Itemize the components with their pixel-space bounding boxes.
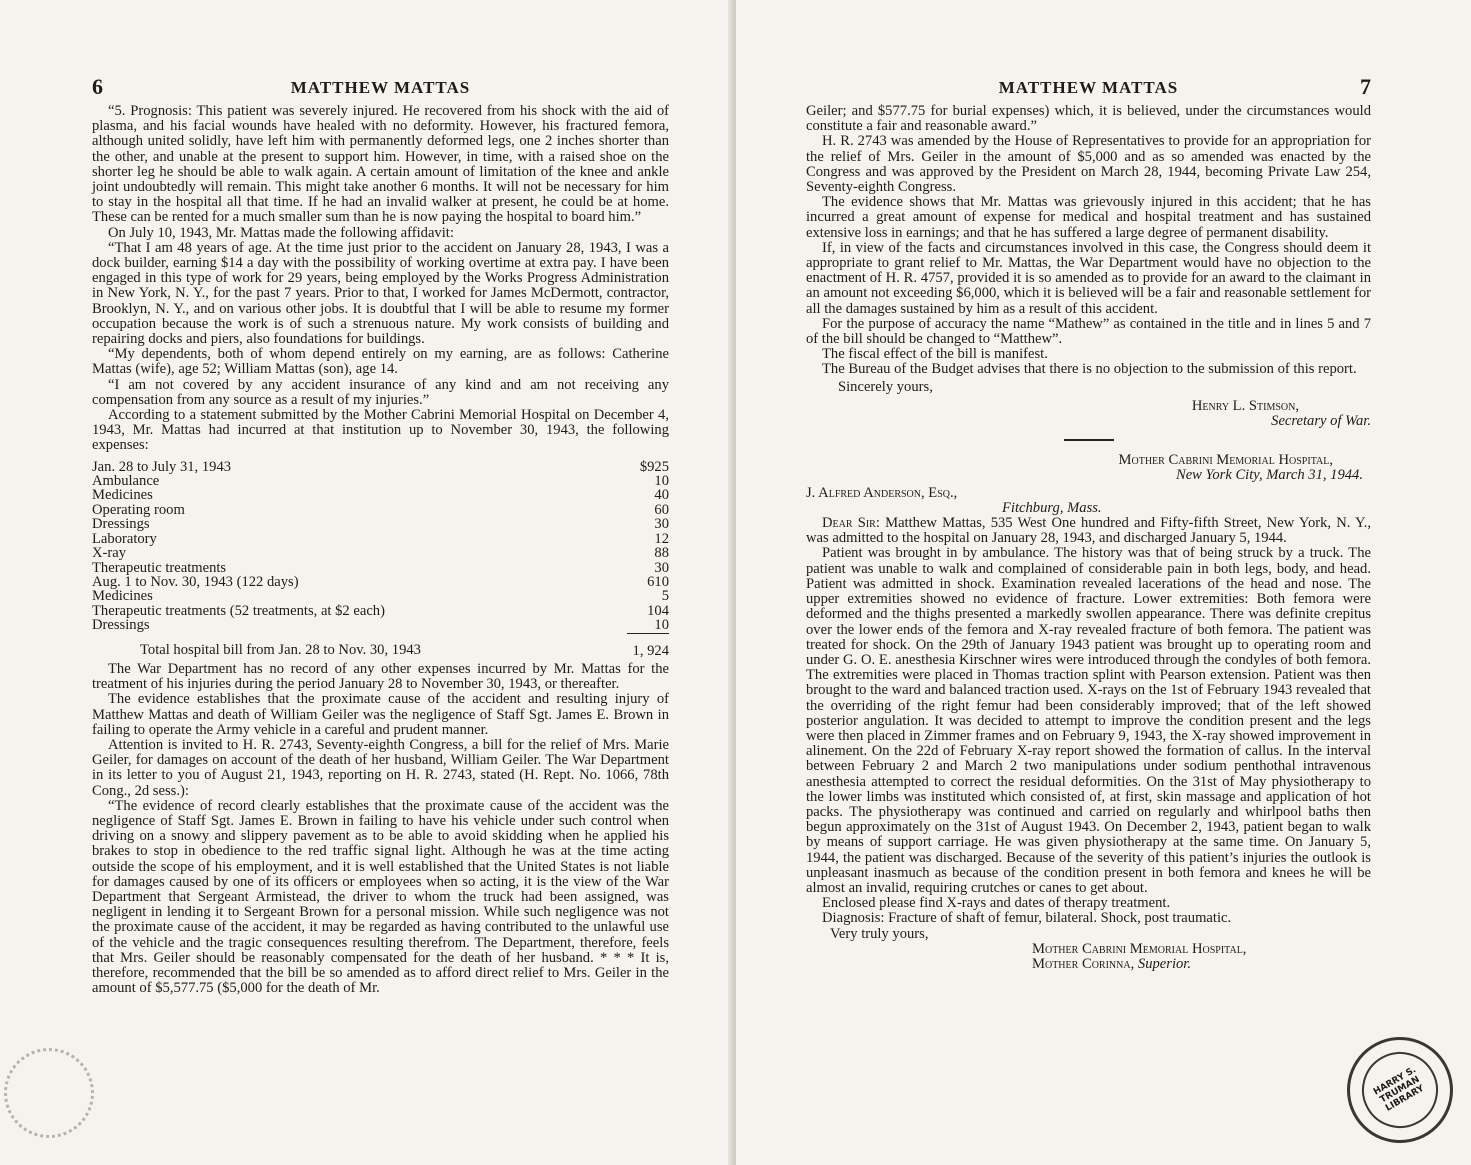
letterhead bbox=[806, 453, 1371, 483]
expense-item: Dressings bbox=[92, 617, 150, 634]
letter-first-text: Matthew Mattas, 535 West One hundred and Fifty-fifth Street, New York, N. Y., was admitted to the hospital on January 28, 1943, and discharged January 5, 1944. bbox=[806, 515, 1372, 547]
expense-row bbox=[92, 488, 669, 502]
left-body bbox=[92, 104, 669, 996]
paragraph: Geiler; and $577.75 for burial expenses) which, it is believed, under the circumstances would constitute a fair and reasonable award.” bbox=[806, 103, 1371, 135]
signer-title: Secretary of War. bbox=[1271, 413, 1371, 430]
expense-item: Laboratory bbox=[92, 530, 157, 547]
salutation: Dear Sir: bbox=[822, 515, 880, 532]
expense-amount: $925 bbox=[639, 458, 669, 475]
expense-item: Medicines bbox=[92, 588, 153, 605]
expense-amount: 60 bbox=[654, 501, 669, 518]
expense-row bbox=[92, 589, 669, 603]
expense-amount: 5 bbox=[661, 588, 669, 605]
expense-total-amount: 1, 924 bbox=[627, 633, 669, 658]
addressee bbox=[806, 486, 1371, 516]
paragraph: The evidence establishes that the proximate cause of the accident and resulting injury of Matthew Mattas and death of William Geiler was the negligence of Staff Sgt. James E. Brown in failing to operate the Army vehicle in a careful and prudent manner. bbox=[92, 691, 669, 738]
expense-amount: 88 bbox=[654, 545, 669, 562]
library-stamp-text: HARRY S. TRUMAN LIBRARY bbox=[1348, 1038, 1452, 1142]
letter-paragraph: Diagnosis: Fracture of shaft of femur, bilateral. Shock, post traumatic. bbox=[822, 910, 1232, 927]
running-head-title: MATTHEW MATTAS bbox=[998, 78, 1179, 97]
expense-item: Therapeutic treatments (52 treatments, at $2 each) bbox=[92, 602, 385, 619]
expense-item: Ambulance bbox=[92, 473, 160, 490]
expense-item: Operating room bbox=[92, 501, 185, 518]
letter-paragraph bbox=[806, 516, 1371, 546]
expense-total-label: Total hospital bill from Jan. 28 to Nov. 30, 1943 bbox=[140, 642, 421, 659]
paragraph: If, in view of the facts and circumstances involved in this case, the Congress should deem it appropriate to grant relief to Mr. Mattas, the War Department would have no objection to the enactment of H. R. 4757, provided it is so amended as to provide for an award to the claimant in an amount not exceeding $6,000, which it is believed will be a fair and reasonable settlement for all the damages sustained by him as a result of this accident. bbox=[806, 239, 1371, 317]
paragraph: According to a statement submitted by the Mother Cabrini Memorial Hospital on December 4, 1943, Mr. Mattas had incurred at that institution up to November 30, 1943, the following expenses: bbox=[92, 407, 669, 454]
expense-total-row bbox=[92, 633, 669, 658]
expense-row bbox=[92, 460, 669, 474]
running-header bbox=[92, 74, 669, 104]
paragraph: “I am not covered by any accident insurance of any kind and am not receiving any compensation from any source as a result of my injuries.” bbox=[92, 376, 669, 408]
paragraph: For the purpose of accuracy the name “Mathew” as contained in the title and in lines 5 and 7 of the bill should be changed to “Matthew”. bbox=[806, 315, 1371, 348]
closing: Sincerely yours, bbox=[838, 378, 933, 395]
expense-row bbox=[92, 532, 669, 546]
expense-row bbox=[92, 517, 669, 531]
letter-signer-title: Superior. bbox=[1137, 955, 1191, 972]
letter-signer-name: Mother Corinna, bbox=[1032, 955, 1135, 972]
expense-row bbox=[92, 474, 669, 488]
expense-amount: 610 bbox=[647, 573, 669, 590]
paragraph: On July 10, 1943, Mr. Mattas made the following affidavit: bbox=[108, 224, 454, 241]
letterhead-name: Mother Cabrini Memorial Hospital, bbox=[1118, 452, 1333, 469]
expense-amount: 12 bbox=[654, 530, 669, 547]
library-stamp bbox=[1347, 1037, 1453, 1143]
addressee-city: Fitchburg, Mass. bbox=[1002, 499, 1102, 516]
expense-item: X-ray bbox=[92, 545, 127, 562]
left-page bbox=[0, 0, 735, 1165]
page-number: 6 bbox=[92, 74, 103, 99]
paragraph: “5. Prognosis: This patient was severely injured. He recovered from his shock with the aid of plasma, and his facial wounds have healed with no deformity. However, his fractured femora, although united solidly, have left him with permanently deformed legs, one 2 inches shorter than the other, and unable at the present to support him. However, in time, with a raised shoe on the shorter leg he should be able to walk again. A certain amount of limitation of the knee and ankle joint undoubtedly will remain. This might take another 6 months. It will not be necessary for him to stay in the hospital all that time. If he had an invalid walker at present, he could be at home. These can be rented for a much smaller sum than he is now paying the hospital to board him.” bbox=[92, 103, 669, 226]
expense-item: Aug. 1 to Nov. 30, 1943 (122 days) bbox=[92, 573, 299, 590]
signature-block bbox=[806, 399, 1371, 429]
expense-item: Dressings bbox=[92, 516, 150, 533]
letter-signer-org: Mother Cabrini Memorial Hospital, bbox=[1032, 940, 1247, 957]
section-divider bbox=[1064, 439, 1114, 441]
expense-item: Therapeutic treatments bbox=[92, 559, 227, 576]
expense-item: Jan. 28 to July 31, 1943 bbox=[92, 458, 232, 475]
paragraph: “The evidence of record clearly establishes that the proximate cause of the accident was the negligence of Staff Sgt. James E. Brown in failing to have his vehicle under such control when driving on a snowy and slippery pavement as to be able to avoid skidding when he applied his brakes to stop in obedience to the red traffic signal light. Although he was at the time acting outside the scope of his employment, and it is well established that the United States is not liable for damages caused by one of its officers or employees when so acting, it is the view of the War Department that Sergeant Armistead, the driver to whom the truck had been assigned, was negligent in lending it to Sergeant Brown for a personal mission. While such negligence was not the proximate cause of the accident, it may be regarded as having contributed to the unlawful use of the vehicle and the tragic consequences resulting therefrom. The Department, therefore, feels that Mrs. Geiler should be reasonably compensated for the death of her husband. * * * It is, therefore, recommended that the bill be so amended as to afford direct relief to Mrs. Geiler in the amount of $5,577.75 ($5,000 for the death of Mr. bbox=[92, 797, 669, 997]
paragraph: “My dependents, both of whom depend entirely on my earning, are as follows: Catherine Mattas (wife), age 52; William Mattas (son), age 14. bbox=[92, 346, 669, 378]
expense-amount: 30 bbox=[654, 516, 669, 533]
paragraph: Attention is invited to H. R. 2743, Seventy-eighth Congress, a bill for the relief of Mrs. Marie Geiler, for damages on account of the death of her husband, William Geiler. The War Department in its letter to you of August 21, 1943, reporting on H. R. 2743, stated (H. Rept. No. 1066, 78th Cong., 2d sess.): bbox=[92, 736, 669, 799]
paragraph: The War Department has no record of any other expenses incurred by Mr. Mattas for the treatment of his injuries during the period January 28 to November 30, 1943, or thereafter. bbox=[92, 660, 669, 693]
expense-row bbox=[92, 546, 669, 560]
paragraph: The evidence shows that Mr. Mattas was grievously injured in this accident; that he has incurred a great amount of expense for medical and hospital treatment and has sustained extensive loss in earnings; and that he has suffered a large degree of permanent disability. bbox=[806, 194, 1371, 241]
expense-row bbox=[92, 561, 669, 575]
letter-paragraph: Patient was brought in by ambulance. The history was that of being struck by a truck. The patient was unable to walk and complained of considerable pain in both legs, body, and head. Patient was admitted in shock. Examination revealed lacerations of the head and nose. The upper extremities showed no evidence of fracture. Lower extremities: Both femora were deformed and the thighs presented a markedly swollen appearance. There was definite crepitus over the lower ends of the femora and X-ray revealed fracture of both femora. The patient was treated for shock. On the 29th of January 1943 patient was brought up to operating room and under G. O. E. anesthesia Kirschner wires were introduced through the condyles of both femora. The extremities were placed in Thomas traction splint with Pearson extension. Patient was then brought to the ward and balanced traction used. X-rays on the 1st of February 1943 revealed that the overriding of the right femur had been considerably improved; that of the left showed posterior angulation. It was decided to attempt to improve the condition present and the legs were then placed in Zimmer frames and on February 9, 1943, the X-ray showed improvement in alinement. On the 22d of February X-ray report showed the formation of callus. In the interval between February 2 and March 2 two manipulations under sodium penthothal intravenous anesthesia attempted to correct the residual deformities. On the 31st of May physiotherapy to the lower limbs was instituted which consisted of, at first, skin massage and application of hot packs. The physiotherapy was continued and carried on regularly and whirlpool baths then begun approximately on the 31st of August 1943. On December 2, 1943, patient began to walk by means of support carriage. He was given physiotherapy at the same time. On January 5, 1944, the patient was discharged. Because of the severity of this patient’s injuries the outlook is unpleasant inasmuch as because of the condition present in both femora and knees he will be almost an invalid, requiring crutches or canes to get about. bbox=[806, 545, 1371, 896]
letter-closing: Very truly yours, bbox=[830, 925, 929, 942]
addressee-name: J. Alfred Anderson, Esq., bbox=[806, 484, 958, 501]
running-head-title: MATTHEW MATTAS bbox=[290, 78, 471, 97]
expense-row bbox=[92, 604, 669, 618]
expense-amount: 10 bbox=[654, 473, 669, 490]
dateline: New York City, March 31, 1944. bbox=[1175, 467, 1363, 484]
expense-row bbox=[92, 575, 669, 589]
letter-paragraph: Enclosed please find X-rays and dates of therapy treatment. bbox=[822, 895, 1171, 912]
paragraph: “That I am 48 years of age. At the time just prior to the accident on January 28, 1943, I was a dock builder, earning $14 a day with the possibility of working overtime at extra pay. I have been engaged in this type of work for 29 years, being employed by the Works Progress Administration in New York, N. Y., for the past 7 years. Prior to that, I worked for James McDermott, contractor, Brooklyn, N. Y., and on various other jobs. It is doubtful that I will be able to resume my former occupation because the work is of such a strenuous nature. My work consists of building and repairing docks and piers, also foundations for buildings. bbox=[92, 239, 669, 348]
expense-amount: 40 bbox=[654, 487, 669, 504]
running-header bbox=[806, 74, 1371, 104]
page-number: 7 bbox=[1360, 74, 1371, 99]
faded-stamp bbox=[4, 1048, 94, 1138]
expense-amount: 104 bbox=[647, 602, 669, 619]
paragraph: H. R. 2743 was amended by the House of Representatives to provide for an appropriation for the relief of Mrs. Geiler in the amount of $5,000 and as so amended was enacted by the Congress and was approved by the President on March 28, 1944, becoming Private Law 254, Seventy-eighth Congress. bbox=[806, 133, 1371, 196]
expense-table bbox=[92, 460, 669, 658]
paragraph: The fiscal effect of the bill is manifest. bbox=[822, 346, 1048, 363]
signer-name: Henry L. Stimson, bbox=[1191, 397, 1299, 414]
right-page bbox=[736, 0, 1471, 1165]
expense-amount: 10 bbox=[627, 618, 669, 633]
expense-row bbox=[92, 618, 669, 633]
expense-item: Medicines bbox=[92, 487, 153, 504]
right-body bbox=[806, 104, 1371, 972]
letter-signature bbox=[806, 942, 1371, 972]
paragraph: The Bureau of the Budget advises that there is no objection to the submission of this report. bbox=[822, 361, 1357, 378]
expense-amount: 30 bbox=[654, 559, 669, 576]
expense-row bbox=[92, 503, 669, 517]
